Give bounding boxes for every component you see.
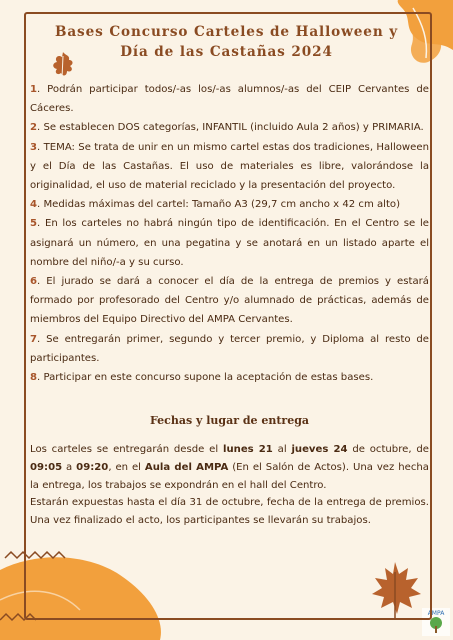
delivery-paragraph bbox=[30, 441, 429, 494]
rule-number: 2 bbox=[30, 122, 38, 134]
delivery-info bbox=[30, 441, 429, 530]
rule-number: 5 bbox=[30, 218, 38, 230]
bold-date-start: lunes 21 bbox=[223, 444, 273, 455]
bold-time-end: 09:20 bbox=[76, 461, 109, 473]
text-span: (En el Salón de Actos). Una vez hecha la entrega, los trabajos se expondrán en el hall del Centro. bbox=[30, 461, 429, 491]
rule-item bbox=[30, 80, 429, 118]
rule-text: . Podrán participar todos/-as los/-as alumnos/-as del CEIP Cervantes de Cáceres. bbox=[30, 84, 429, 115]
rule-number: 1 bbox=[30, 84, 38, 95]
rule-item bbox=[30, 195, 429, 214]
title-line-1: Bases Concurso Carteles de Halloween y bbox=[54, 24, 399, 40]
rule-number: 6 bbox=[30, 276, 38, 288]
logo-text: AMPA bbox=[427, 610, 445, 617]
rule-number: 4 bbox=[30, 199, 38, 211]
bold-date-end: jueves 24 bbox=[291, 444, 348, 455]
rule-item bbox=[30, 272, 429, 330]
rule-text: . Medidas máximas del cartel: Tamaño A3 (29,7 cm ancho x 42 cm alto) bbox=[37, 199, 401, 211]
text-span: al bbox=[272, 444, 292, 455]
text-span: Los carteles se entregarán desde el bbox=[30, 444, 223, 455]
rule-text: . Participar en este concurso supone la aceptación de estas bases. bbox=[37, 372, 374, 384]
rule-number: 8 bbox=[30, 372, 38, 384]
rule-number: 7 bbox=[30, 333, 38, 345]
rule-text: . Se entregarán primer, segundo y tercer premio, y Diploma al resto de participantes. bbox=[30, 333, 429, 364]
text-span: de octubre, de bbox=[347, 444, 429, 455]
rule-text: . El jurado se dará a conocer el día de la entrega de premios y estará formado por profesorado del Centro y/o alumnado de prácticas, además de miembros del Equipo Directivo del AMPA Cervantes. bbox=[30, 276, 429, 326]
rule-text: . En los carteles no habrá ningún tipo de identificación. En el Centro se le asignará un número, en una pegatina y se anotará en un listado aparte el nombre del niño/-a y su curso. bbox=[30, 218, 429, 268]
rule-item bbox=[30, 118, 429, 137]
rules-list bbox=[30, 80, 429, 387]
rule-item bbox=[30, 368, 429, 387]
rule-item bbox=[30, 138, 429, 196]
rule-item bbox=[30, 330, 429, 368]
title-line-2: Día de las Castañas 2024 bbox=[120, 44, 333, 60]
bold-location: Aula del AMPA bbox=[144, 461, 229, 473]
exhibition-paragraph: Estarán expuestas hasta el día 31 de octubre, fecha de la entrega de premios. Una vez finalizado el acto, los participantes se llevarán su trabajos. bbox=[30, 497, 429, 527]
rule-number: 3 bbox=[30, 141, 38, 153]
section-subtitle: Fechas y lugar de entrega bbox=[149, 414, 310, 427]
text-span: a bbox=[62, 461, 77, 473]
text-span: , en el bbox=[108, 461, 145, 473]
rule-item bbox=[30, 214, 429, 272]
bold-time-start: 09:05 bbox=[30, 461, 63, 473]
rule-text: . TEMA: Se trata de unir en un mismo cartel estas dos tradiciones, Halloween y el Día de las Castañas. El uso de materiales es libre, valorándose la originalidad, el uso de material reciclado y la presentación del proyecto. bbox=[30, 141, 429, 192]
rule-text: . Se establecen DOS categorías, INFANTIL (incluido Aula 2 años) y PRIMARIA. bbox=[37, 122, 424, 134]
page-title bbox=[30, 22, 423, 62]
